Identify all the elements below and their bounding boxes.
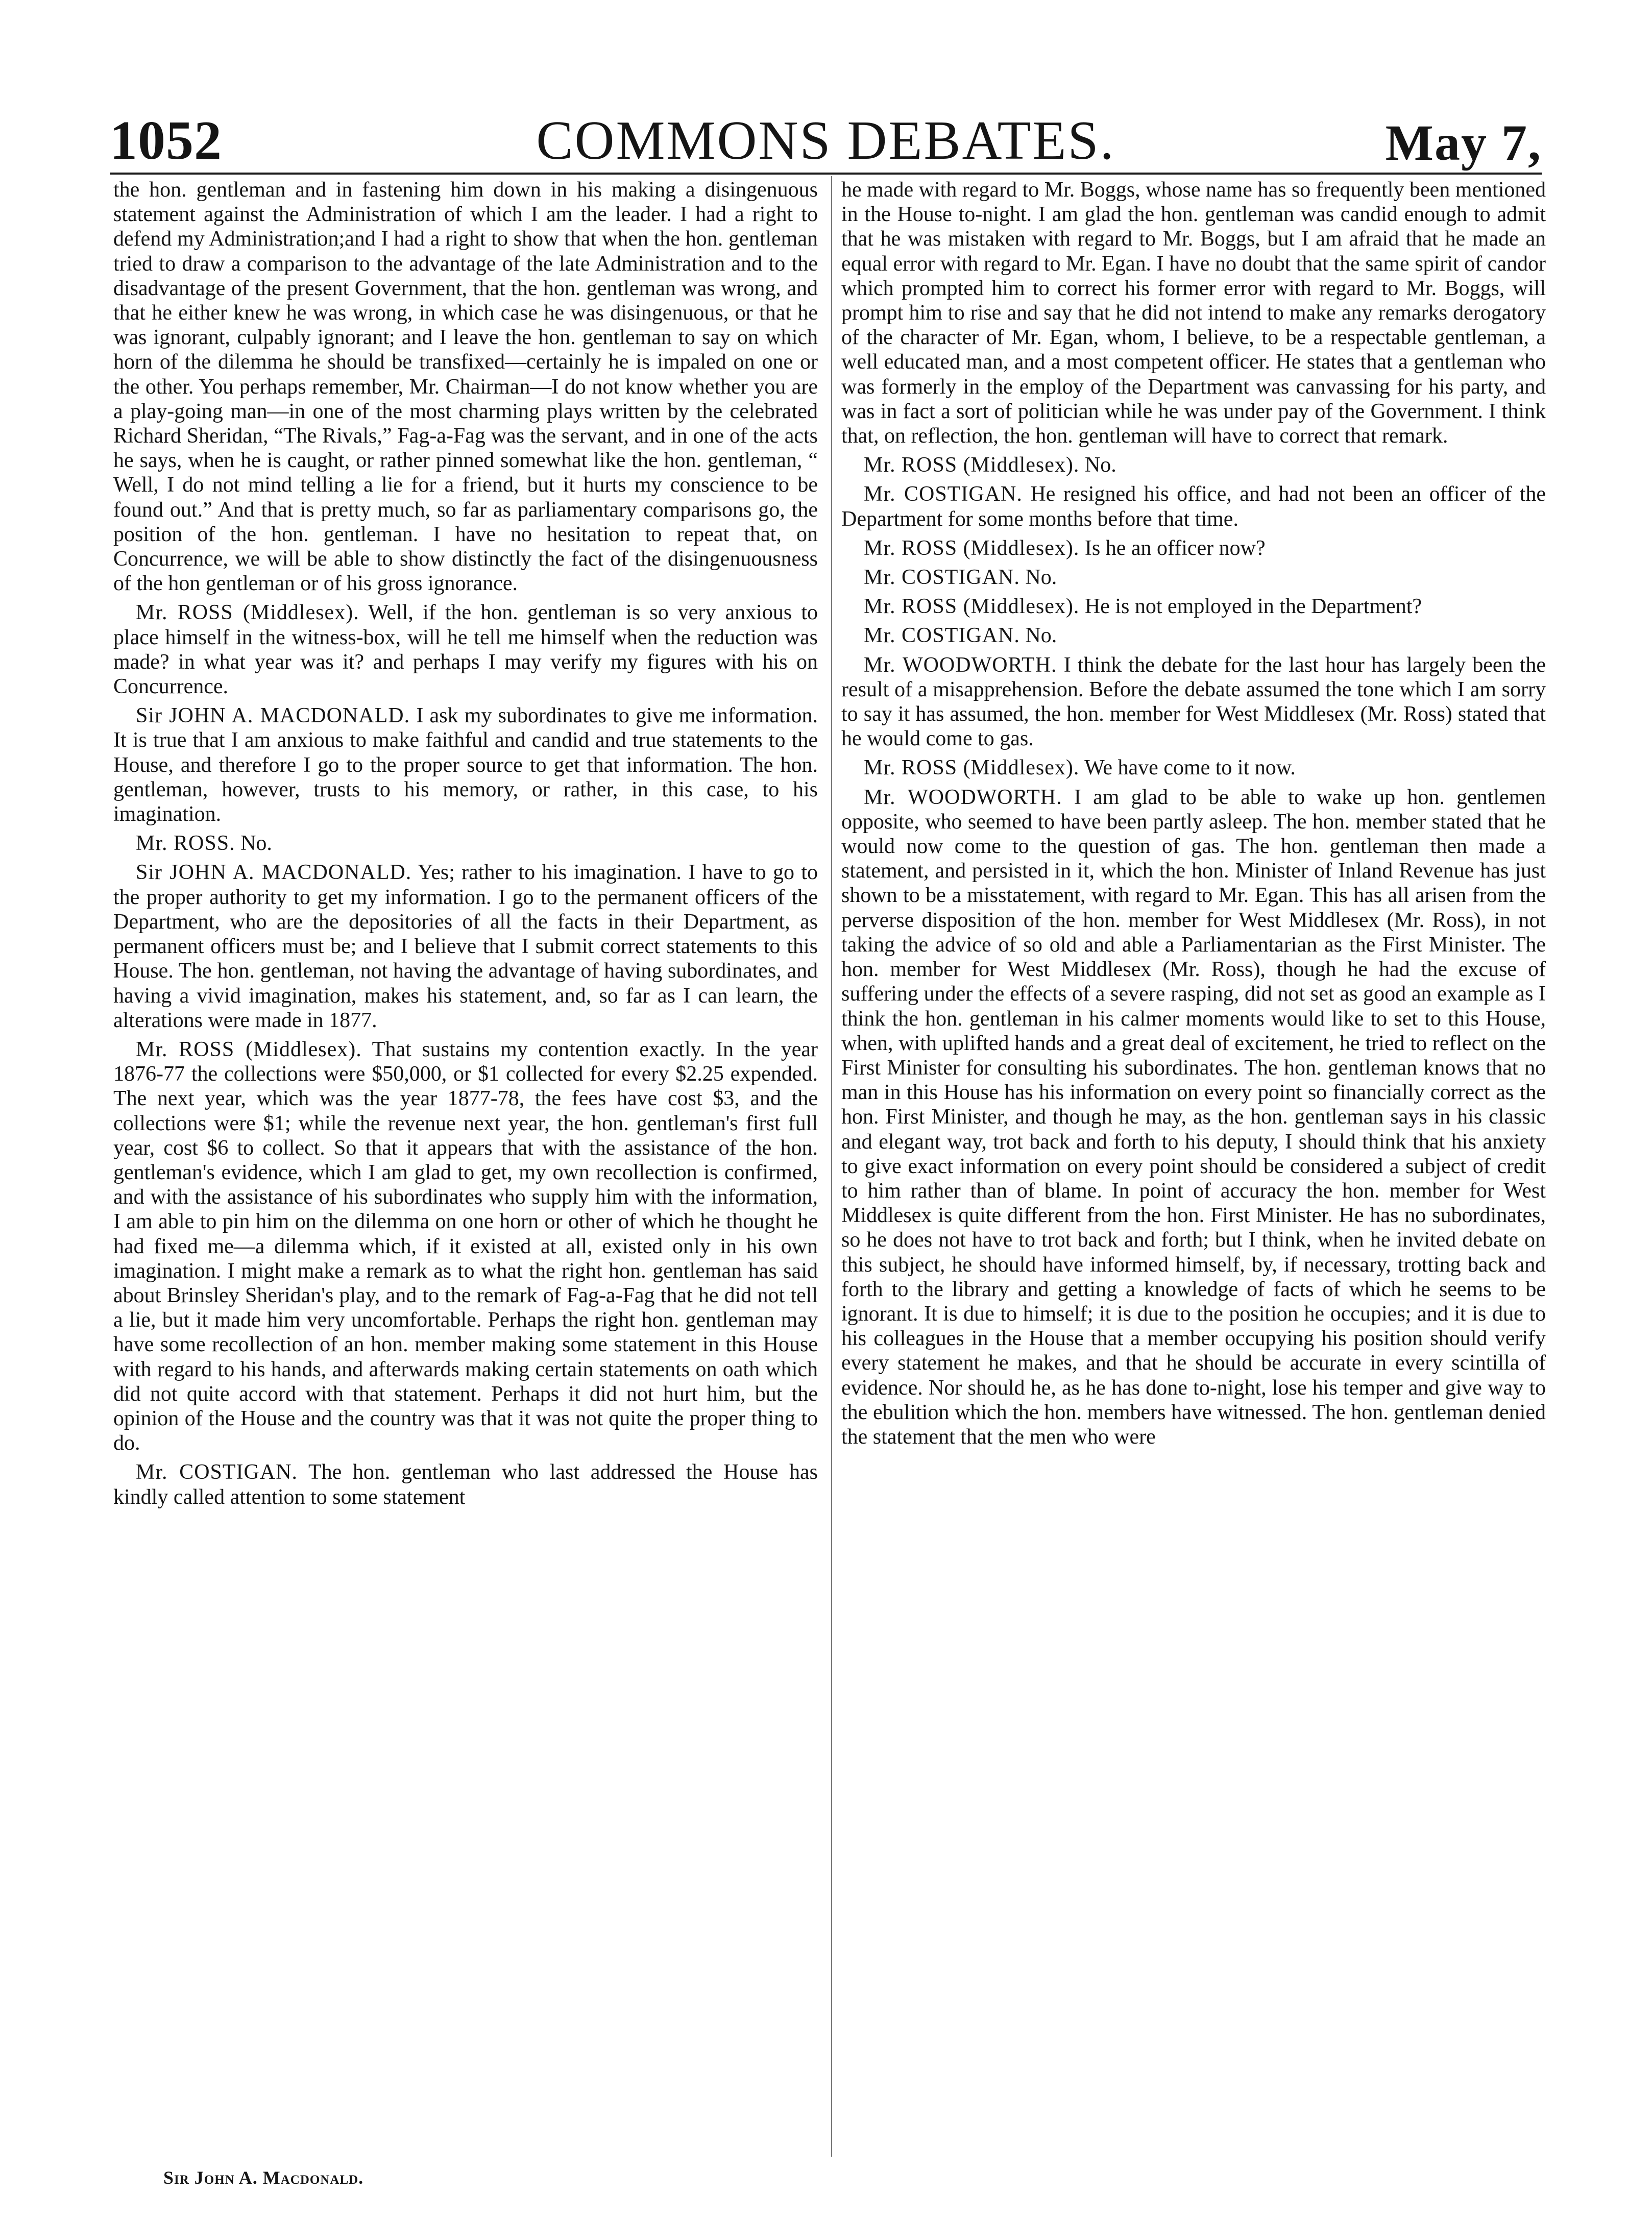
paragraph-text: Yes; rather to his imagination. I have to go to the proper authority to get my information. I go to the permanent officers of the Department, who are the depositories of all the facts in their Department, as permanent officers must be; and I believe that I submit correct statements to this House. The hon. gentleman, not having the advantage of having subordinates, and having a vivid imagination, makes his statement, and, so far as I can learn, the alterations were made in 1877. <box>113 861 818 1032</box>
speaker-name: Mr. COSTIGAN. <box>864 624 1020 648</box>
page-number: 1052 <box>110 110 222 171</box>
paragraph <box>841 755 1546 780</box>
paragraph-text: No. <box>240 832 272 856</box>
paragraph <box>113 1460 818 1509</box>
paragraph-text: the hon. gentleman and in fastening him down in his making a disingenuous statement against the Administration of which I am the leader. I had a right to defend my Administration;and I had a right to show that when the hon. gentleman tried to draw a comparison to the advantage of the late Administration and to the disadvantage of the present Government, that the hon. gentleman was wrong, and that he either knew he was wrong, in which case he was disingenuous, or that he was ignorant, culpably ignorant; and I leave the hon. gentleman to say on which horn of the dilemma he should be transfixed—certainly he is impaled on one or the other. You perhaps remember, Mr. Chairman—I do not know whether you are a play-going man—in one of the most charming plays written by the celebrated Richard Sheridan, “The Rivals,” Fag-a-Fag was the servant, and in one of the acts he says, when he is caught, or rather pinned somewhat like the hon. gentleman, “ Well, I do not mind telling a lie for a friend, but it hurts my conscience to be found out.” And that is pretty much, so far as parliamentary comparisons go, the position of the hon. gentleman. I have no hesitation to repeat that, on Concurrence, we will be able to show distinctly the fact of the disingenuousness of the hon gentleman or of his gross ignorance. <box>113 178 818 596</box>
right-column <box>841 178 1546 1454</box>
speaker-name: Mr. ROSS. <box>136 832 235 856</box>
paragraph <box>113 1037 818 1455</box>
speaker-name: Mr. ROSS (Middlesex). <box>136 601 359 625</box>
speaker-name: Mr. ROSS (Middlesex). <box>864 595 1080 619</box>
paragraph <box>113 600 818 699</box>
page-title: COMMONS DEBATES. <box>536 110 1115 171</box>
paragraph-text: he made with regard to Mr. Boggs, whose name has so frequently been mentioned in the House to-night. I am glad the hon. gentleman was candid enough to admit that he was mistaken with regard to Mr. Boggs, but I am afraid that he made an equal error with regard to Mr. Egan. I have no doubt that the same spirit of candor which prompted him to correct his former error with regard to Mr. Boggs, will prompt him to rise and say that he did not intend to make any remarks derogatory of the character of Mr. Egan, whom, I believe, to be a respectable gentleman, a well educated man, and a most competent officer. He states that a gentleman who was formerly in the employ of the Department was canvassing for his party, and was in fact a sort of politician while he was under pay of the Government. I think that, on reflection, the hon. gentleman will have to correct that remark. <box>841 178 1546 448</box>
paragraph <box>841 594 1546 619</box>
paragraph <box>113 831 818 856</box>
speaker-name: Mr. ROSS (Middlesex). <box>864 756 1080 780</box>
paragraph-text: No. <box>1025 566 1057 590</box>
speaker-name: Mr. ROSS (Middlesex). <box>864 453 1080 477</box>
speaker-name: Sir JOHN A. MACDONALD. <box>136 861 412 885</box>
speaker-name: Sir JOHN A. MACDONALD. <box>136 704 410 728</box>
paragraph-text: No. <box>1084 453 1116 477</box>
paragraph <box>841 785 1546 1449</box>
page-header <box>110 92 1542 171</box>
header-rule <box>110 173 1542 175</box>
paragraph <box>841 453 1546 477</box>
paragraph-text: He resigned his office, and had not been an officer of the Department for some months before that time. <box>841 482 1546 531</box>
paragraph <box>841 536 1546 560</box>
paragraph-text: We have come to it now. <box>1084 756 1296 780</box>
paragraph-text: That sustains my contention exactly. In the year 1876-77 the collections were $50,000, or $1 collected for every $2.25 expended. The next year, which was the year 1877-78, the fees have cost $3, and the collections were $1; while the revenue next year, the hon. gentleman's first full year, cost $6 to collect. So that it appears that with the assistance of the hon. gentleman's evidence, which I am glad to get, my own recollection is confirmed, and with the assistance of his subordinates who supply him with the information, I am able to pin him on the dilemma on one horn or other of which he thought he had fixed me—a dilemma which, if it existed at all, existed only in his own imagination. I might make a remark as to what the right hon. gentleman has said about Brinsley Sheridan's play, and to the remark of Fag-a-Fag that he did not tell a lie, but it made him very uncomfortable. Perhaps the right hon. gentleman may have some recollection of an hon. member making some statement in this House with regard to his hands, and afterwards making certain statements on oath which did not quite accord with that statement. Perhaps it did not hurt him, but the opinion of the House and the country was that it was not quite the proper thing to do. <box>113 1037 818 1455</box>
speaker-name: Mr. COSTIGAN. <box>864 566 1020 590</box>
paragraph-text: I think the debate for the last hour has largely been the result of a misapprehension. Before the debate assumed the tone which I am sorry to say it has assumed, the hon. member for West Middlesex (Mr. Ross) stated that he would come to gas. <box>841 653 1546 751</box>
paragraph-text: I am glad to be able to wake up hon. gentlemen opposite, who seemed to have been partly asleep. The hon. member stated that he would now come to the question of gas. The hon. gentleman then made a statement, and persisted in it, which the hon. Minister of Inland Revenue has just shown to be a misstatement, with regard to Mr. Egan. This has all arisen from the perverse disposition of the hon. member for West Middlesex (Mr. Ross), in not taking the advice of so old and able a Parliamentarian as the First Minister. The hon. member for West Middlesex (Mr. Ross), though he had the excuse of suffering under the effects of a severe rasping, did not set as good an example as I think the hon. gentleman in his calmer moments would like to set to this House, when, with uplifted hands and a great deal of excitement, he tried to reflect on the First Minister for consulting his subordinates. The hon. gentleman knows that no man in this House has his information on every point so financially correct as the hon. First Minister, and though he may, as the hon. gentleman says in his classic and elegant way, trot back and forth to his deputy, I should think that his anxiety to give exact information on every point should be considered a subject of credit to him rather than of blame. In point of accuracy the hon. member for West Middlesex is quite different from the hon. First Minister. He has no subordinates, so he does not have to trot back and forth; but I think, when he invited debate on this subject, he should have informed himself, by, if necessary, trotting back and forth to the library and getting a knowledge of facts of which he seems to be ignorant. It is due to himself; it is due to the position he occupies; and it is due to his colleagues in the House that a member occupying his position should verify every statement he makes, and that he should be accurate in every scintilla of evidence. Nor should he, as he has done to-night, lose his temper and give way to the ebulition which the hon. members have witnessed. The hon. gentleman denied the statement that the men who were <box>841 785 1546 1449</box>
paragraph-text: No. <box>1025 624 1057 648</box>
paragraph-text: He is not employed in the Department? <box>1084 595 1422 619</box>
paragraph <box>113 703 818 826</box>
paragraph <box>841 653 1546 751</box>
column-divider <box>831 176 832 2157</box>
paragraph-text: Well, if the hon. gentleman is so very anxious to place himself in the witness-box, will he tell me himself when the reduction was made? in what year was it? and perhaps I may verify my figures with his on Concurrence. <box>113 601 818 699</box>
speaker-name: Mr. COSTIGAN. <box>136 1460 298 1484</box>
speaker-name: Mr. ROSS (Middlesex). <box>864 536 1080 560</box>
paragraph <box>841 482 1546 531</box>
paragraph <box>841 178 1546 448</box>
speaker-name: Mr. COSTIGAN. <box>864 482 1023 506</box>
page-date: May 7, <box>1385 114 1542 171</box>
left-column <box>113 178 818 1514</box>
paragraph-text: Is he an officer now? <box>1084 536 1266 560</box>
footer-signature: Sir John A. Macdonald. <box>163 2167 364 2188</box>
paragraph <box>113 178 818 596</box>
speaker-name: Mr. WOODWORTH. <box>864 785 1062 809</box>
paragraph-text: I ask my subordinates to give me information. It is true that I am anxious to make faithful and candid and true statements to the House, and therefore I go to the proper source to get that information. The hon. gentleman, however, trusts to his memory, or rather, in this case, to his imagination. <box>113 704 818 826</box>
paragraph <box>841 623 1546 648</box>
speaker-name: Mr. ROSS (Middlesex). <box>136 1037 362 1061</box>
speaker-name: Mr. WOODWORTH. <box>864 653 1057 677</box>
paragraph-text: The hon. gentleman who last addressed the House has kindly called attention to some statement <box>113 1460 818 1509</box>
paragraph <box>113 860 818 1032</box>
paragraph <box>841 565 1546 590</box>
